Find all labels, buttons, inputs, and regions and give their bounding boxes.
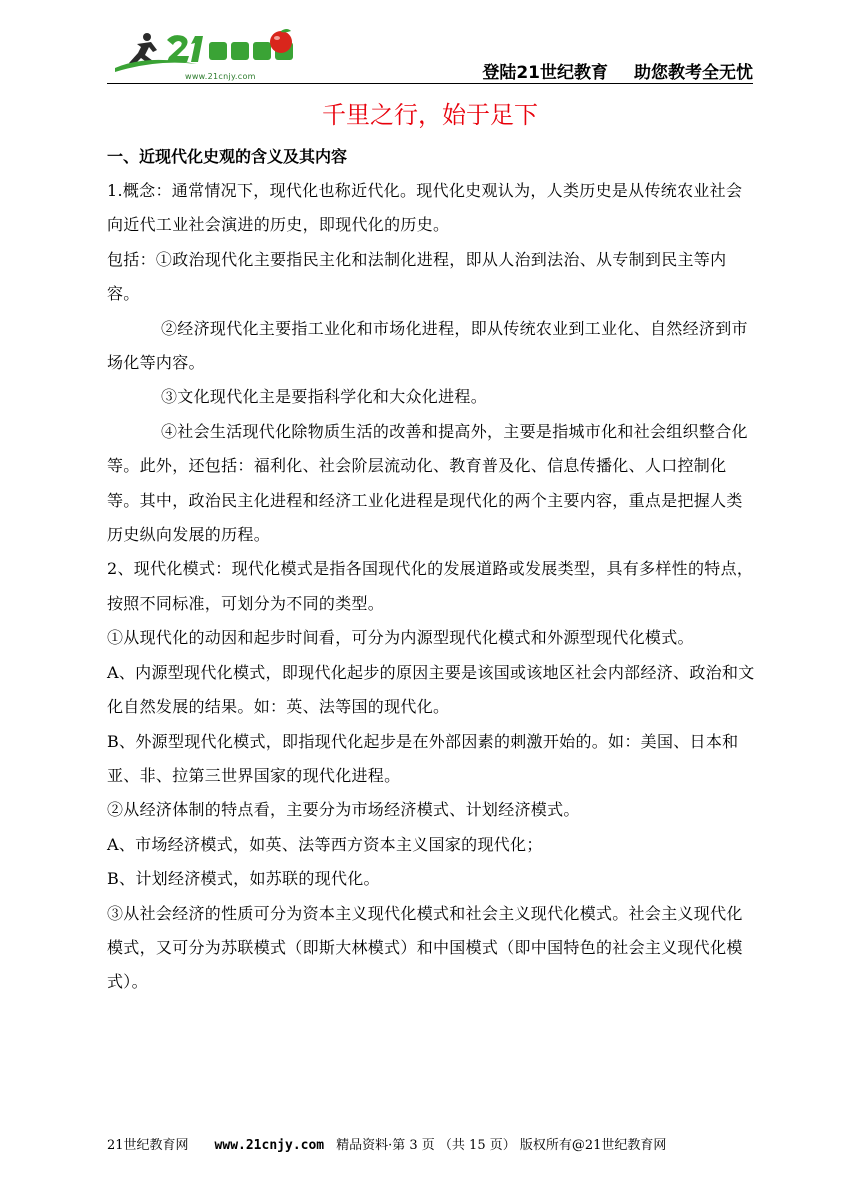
paragraph-mode-economy: ②从经济体制的特点看，主要分为市场经济模式、计划经济模式。	[107, 800, 580, 820]
header-slogan	[482, 58, 753, 83]
footer-site: 21世纪教育网	[107, 1138, 189, 1153]
paragraph-exogenous: B、外源型现代化模式，即指现代化起步是在外部因素的刺激开始的。如：美国、日本和亚、非、拉第三世界国家的现代化进程。	[107, 731, 739, 785]
slogan-right: 助您教考全无忧	[634, 63, 753, 83]
paragraph-mode-nature: ③从社会经济的性质可分为资本主义现代化模式和社会主义现代化模式。社会主义现代化模式，又可分为苏联模式（即斯大林模式）和中国模式（即中国特色的社会主义现代化模式）。	[107, 903, 743, 992]
paragraph-planned: B、计划经济模式，如苏联的现代化。	[107, 869, 380, 889]
paragraph-modes: 2、现代化模式：现代化模式是指各国现代化的发展道路或发展类型，具有多样性的特点，按照不同标准，可划分为不同的类型。	[107, 559, 754, 613]
page-title: 千里之行，始于足下	[322, 101, 538, 129]
logo-url-text: www.21cnjy.com	[185, 72, 256, 81]
logo-21-mark-icon	[167, 35, 203, 62]
paragraph-social: ④社会生活现代化除物质生活的改善和提高外，主要是指城市化和社会组织整合化等。此外，还包括：福利化、社会阶层流动化、教育普及化、信息传播化、人口控制化等。其中，政治民主化进程和经济工业化进程是现代化的两个主要内容，重点是把握人类历史纵向发展的历程。	[107, 421, 748, 545]
logo-graphic	[107, 28, 307, 74]
page-header	[107, 28, 753, 84]
paragraph-market: A、市场经济模式，如英、法等西方资本主义国家的现代化；	[107, 834, 543, 854]
paragraph-cultural: ③文化现代化主是要指科学化和大众化进程。	[161, 387, 488, 407]
paragraph-economic: ②经济现代化主要指工业化和市场化进程，即从传统农业到工业化、自然经济到市场化等内容。	[107, 318, 748, 373]
document-body	[107, 140, 757, 1000]
footer-url-link[interactable]: www.21cnjy.com	[214, 1138, 325, 1153]
slogan-left: 登陆21世纪教育	[482, 63, 608, 83]
paragraph-political: 包括：①政治现代化主要指民主化和法制化进程，即从人治到法治、从专制到民主等内容。	[107, 249, 727, 304]
footer-info: 精品资料·第 3 页 （共 15 页） 版权所有@21世纪教育网	[336, 1138, 667, 1153]
section-heading: 一、近现代化史观的含义及其内容	[107, 147, 348, 166]
site-logo[interactable]	[107, 28, 307, 84]
header-divider	[107, 83, 753, 84]
paragraph-mode-origin: ①从现代化的动因和起步时间看，可分为内源型现代化模式和外源型现代化模式。	[107, 628, 694, 648]
page-footer	[107, 1134, 753, 1153]
paragraph-concept: 1.概念：通常情况下，现代化也称近代化。现代化史观认为，人类历史是从传统农业社会向近代工业社会演进的历史，即现代化的历史。	[107, 181, 743, 235]
paragraph-endogenous: A、内源型现代化模式，即现代化起步的原因主要是该国或该地区社会内部经济、政治和文化自然发展的结果。如：英、法等国的现代化。	[107, 662, 755, 717]
red-apple-icon	[270, 29, 292, 53]
